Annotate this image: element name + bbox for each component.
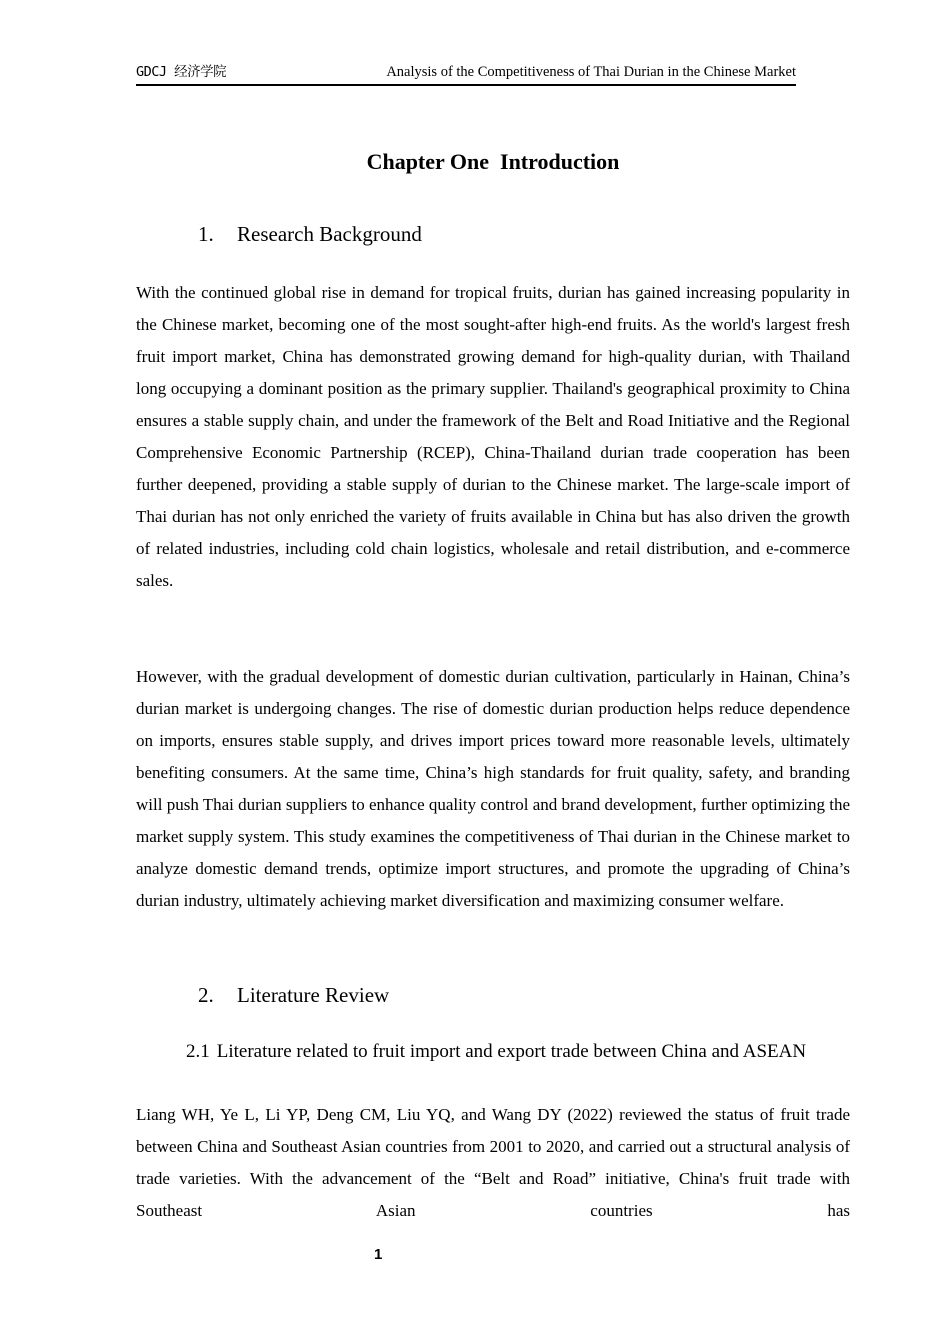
section-2-number: 2. — [198, 983, 214, 1007]
header-running-title: Analysis of the Competitiveness of Thai Durian in the Chinese Market — [386, 64, 796, 80]
paragraph-research-background-1: With the continued global rise in demand for tropical fruits, durian has gained increasing popularity in the Chinese market, becoming one of the most sought-after high-end fruits. As the world's largest fresh fruit import market, China has demonstrated growing demand for high-quality durian, with Thailand long occupying a dominant position as the primary supplier. Thailand's geographical proximity to China ensures a stable supply chain, and under the framework of the Belt and Road Initiative and the Regional Comprehensive Economic Partnership (RCEP), China-Thailand durian trade cooperation has been further deepened, providing a stable supply of durian to the Chinese market. The large-scale import of Thai durian has not only enriched the variety of fruits available in China but has also driven the growth of related industries, including cold chain logistics, wholesale and retail distribution, and e-commerce sales. — [136, 283, 850, 590]
section-2-heading — [198, 981, 389, 1009]
section-1-title: Research Background — [237, 222, 422, 246]
header-school-name: GDCJ 经济学院 — [136, 64, 227, 80]
subsection-2-1-title: Literature related to fruit import and export trade between China and ASEAN — [216, 1041, 807, 1062]
page-number: 1 — [374, 1246, 383, 1263]
paragraph-literature-review: Liang WH, Ye L, Li YP, Deng CM, Liu YQ, and Wang DY (2022) reviewed the status of fruit trade between China and Southeast Asian countries from 2001 to 2020, and carried out a structural analysis of trade varieties. With the advancement of the “Belt and Road” initiative, China's fruit trade with Southeast Asian countries has — [136, 1105, 850, 1220]
page-header — [136, 60, 796, 86]
paragraph-research-background-2: However, with the gradual development of domestic durian cultivation, particularly in Hainan, China’s durian market is undergoing changes. The rise of domestic durian production helps reduce dependence on imports, ensures stable supply, and drives import prices toward more reasonable levels, ultimately benefiting consumers. At the same time, China’s high standards for fruit quality, safety, and branding will push Thai durian suppliers to enhance quality control and brand development, further optimizing the market supply system. This study examines the competitiveness of Thai durian in the Chinese market to analyze domestic demand trends, optimize import structures, and promote the upgrading of China’s durian industry, ultimately achieving market diversification and maximizing consumer welfare. — [136, 667, 850, 910]
subsection-2-1-number: 2.1 — [186, 1041, 210, 1062]
section-2-title: Literature Review — [237, 983, 390, 1007]
chapter-title: Chapter One Introduction — [366, 149, 620, 174]
section-1-heading — [198, 220, 422, 248]
section-1-number: 1. — [198, 222, 214, 246]
subsection-2-1-heading — [186, 1036, 850, 1068]
